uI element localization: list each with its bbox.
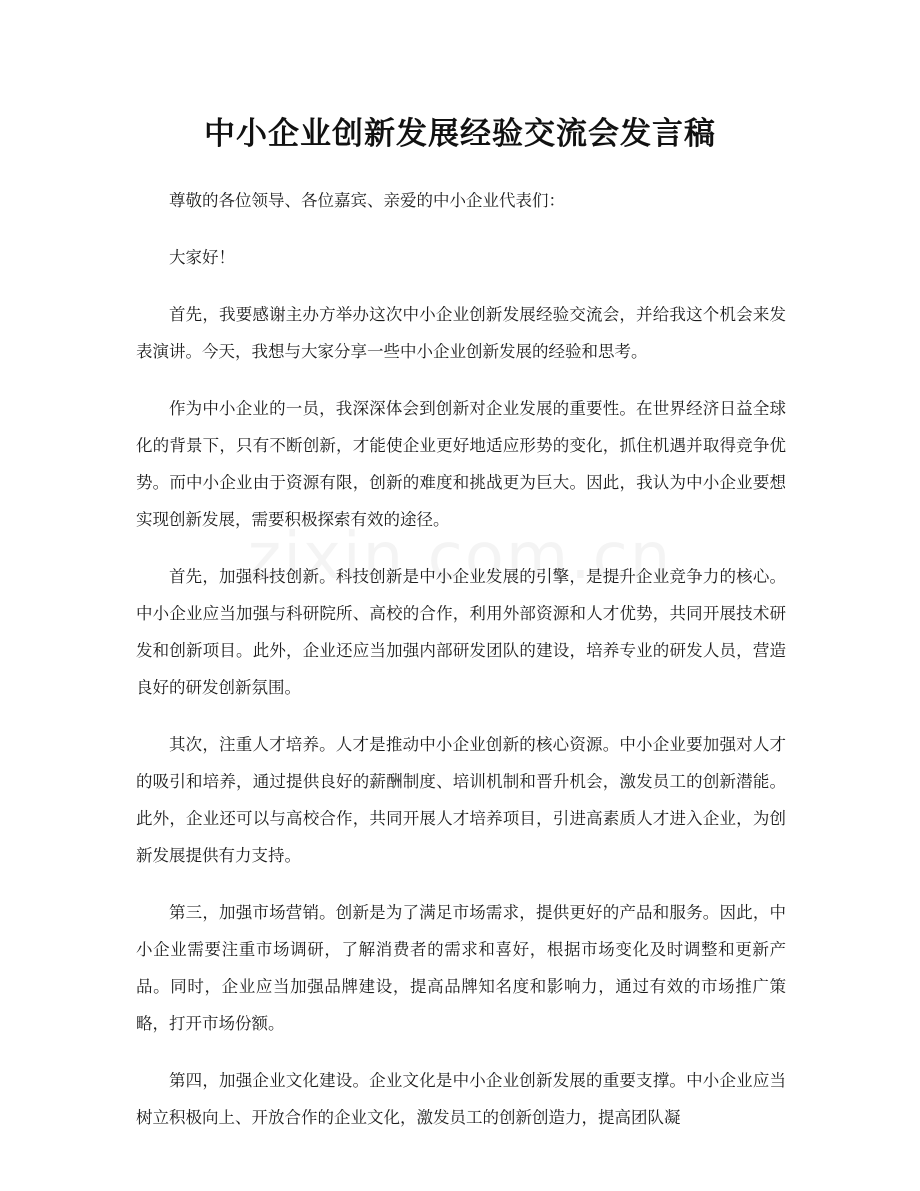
body-paragraph: 首先，我要感谢主办方举办这次中小企业创新发展经验交流会，并给我这个机会来发表演讲。今天，我想与大家分享一些中小企业创新发展的经验和思考。: [136, 305, 786, 361]
document-body: [136, 182, 786, 1156]
document-title: 中小企业创新发展经验交流会发言稿: [204, 116, 716, 152]
body-paragraph: 作为中小企业的一员，我深深体会到创新对企业发展的重要性。在世界经济日益全球化的背景下，只有不断创新，才能使企业更好地适应形势的变化，抓住机遇并取得竞争优势。而中小企业由于资源有限，创新的难度和挑战更为巨大。因此，我认为中小企业要想实现创新发展，需要积极探索有效的途径。: [136, 399, 786, 529]
body-paragraph: 第四，加强企业文化建设。企业文化是中小企业创新发展的重要支撑。中小企业应当树立积极向上、开放合作的企业文化，激发员工的创新创造力，提高团队凝: [136, 1071, 786, 1127]
body-paragraph: 其次，注重人才培养。人才是推动中小企业创新的核心资源。中小企业要加强对人才的吸引和培养，通过提供良好的薪酬制度、培训机制和晋升机会，激发员工的创新潜能。此外，企业还可以与高校合作，共同开展人才培养项目，引进高素质人才进入企业，为创新发展提供有力支持。: [136, 735, 786, 865]
body-paragraph: 首先，加强科技创新。科技创新是中小企业发展的引擎，是提升企业竞争力的核心。中小企业应当加强与科研院所、高校的合作，利用外部资源和人才优势，共同开展技术研发和创新项目。此外，企业还应当加强内部研发团队的建设，培养专业的研发人员，营造良好的研发创新氛围。: [136, 567, 786, 697]
body-paragraph: 第三，加强市场营销。创新是为了满足市场需求，提供更好的产品和服务。因此，中小企业需要注重市场调研，了解消费者的需求和喜好，根据市场变化及时调整和更新产品。同时，企业应当加强品牌建设，提高品牌知名度和影响力，通过有效的市场推广策略，打开市场份额。: [136, 903, 786, 1033]
salutation-paragraph: 尊敬的各位领导、各位嘉宾、亲爱的中小企业代表们：: [169, 191, 565, 210]
greeting-paragraph: 大家好！: [169, 248, 235, 267]
